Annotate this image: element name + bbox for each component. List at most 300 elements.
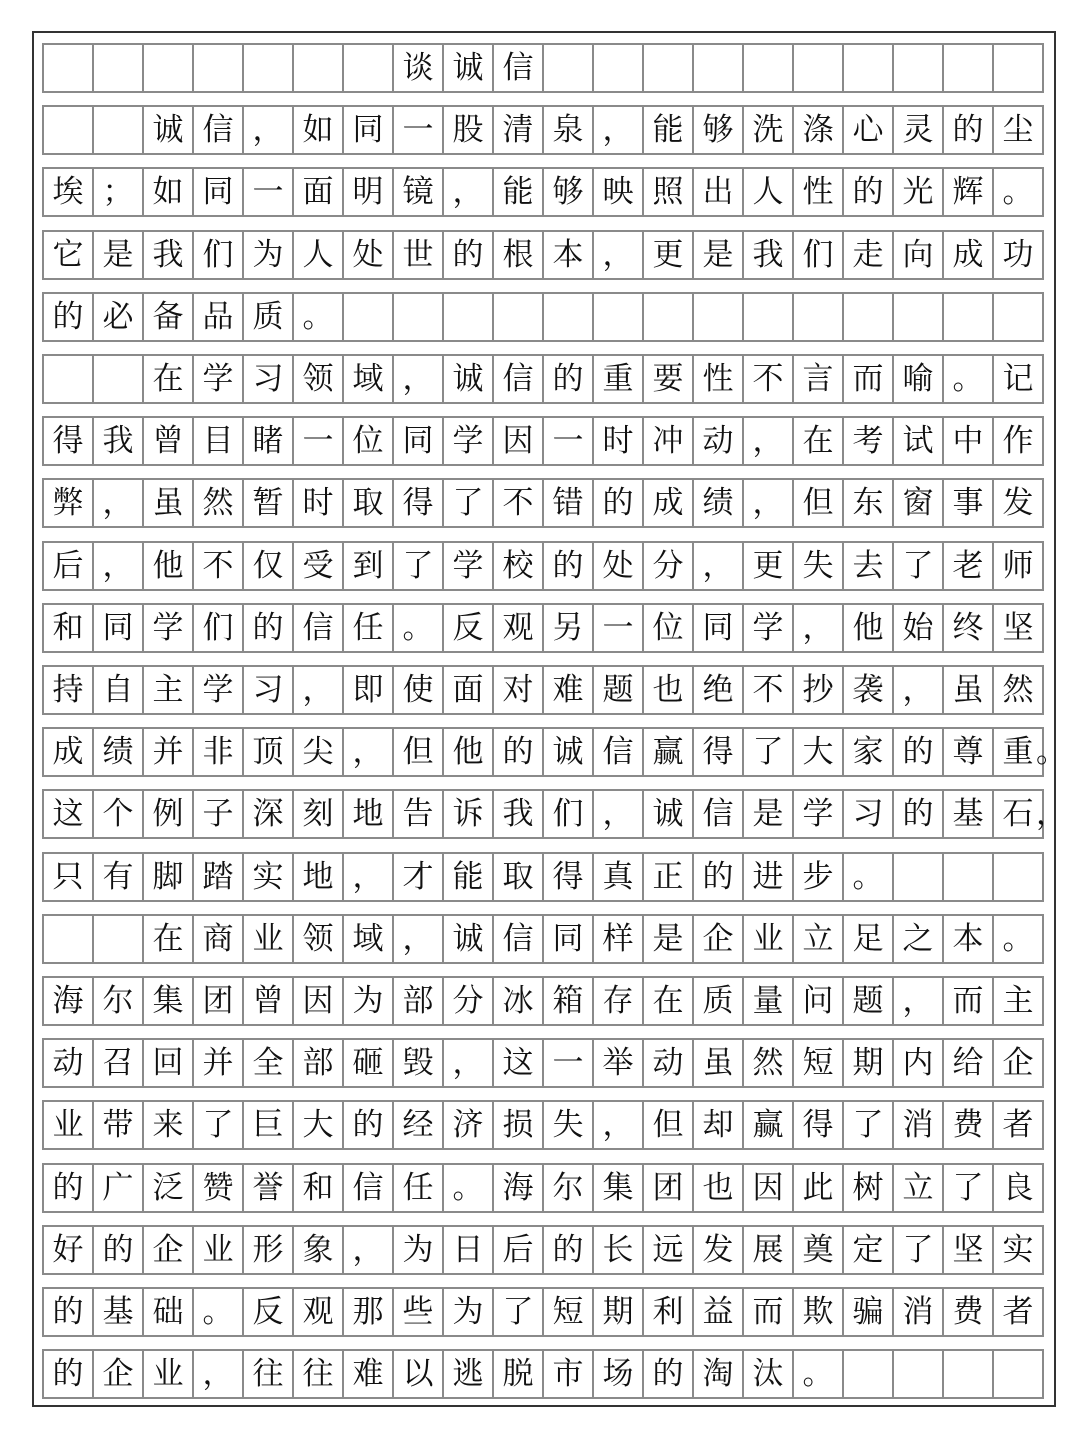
grid-cell: 不 <box>744 356 794 402</box>
grid-cell: 。 <box>794 1351 844 1397</box>
grid-cell: 来 <box>144 1102 194 1148</box>
grid-cell <box>844 294 894 340</box>
grid-cell: ， <box>694 543 744 589</box>
grid-cell: 诚 <box>444 356 494 402</box>
grid-cell: 师 <box>1002 547 1034 584</box>
grid-cell: 信 <box>694 791 744 837</box>
grid-cell: 淘 <box>694 1351 744 1397</box>
grid-cell: 照 <box>644 169 694 215</box>
grid-cell: 的 <box>494 729 544 775</box>
grid-cell <box>44 356 94 402</box>
grid-cell: 以 <box>394 1351 444 1397</box>
grid-cell: 回 <box>144 1040 194 1086</box>
grid-cell: 观 <box>494 605 544 651</box>
grid-cell <box>94 916 144 962</box>
grid-cell: 质 <box>244 294 294 340</box>
grid-cell: 虽 <box>944 667 994 713</box>
grid-cell: 立 <box>894 1165 944 1211</box>
grid-cell: 学 <box>744 605 794 651</box>
grid-cell: 域 <box>344 356 394 402</box>
grid-cell: 只 <box>44 854 94 900</box>
grid-cell: 位 <box>344 418 394 464</box>
grid-cell: 不 <box>744 667 794 713</box>
grid-cell: 学 <box>444 418 494 464</box>
grid-cell: 袭 <box>844 667 894 713</box>
grid-cell: 信 <box>294 605 344 651</box>
grid-cell: 够 <box>694 107 744 153</box>
grid-cell: 必 <box>94 294 144 340</box>
grid-cell: 在 <box>644 978 694 1024</box>
grid-cell: 的 <box>344 1102 394 1148</box>
grid-cell <box>944 45 994 91</box>
grid-cell: 们 <box>194 605 244 651</box>
grid-cell: 誉 <box>244 1165 294 1211</box>
grid-cell: 泉 <box>544 107 594 153</box>
grid-cell: 睹 <box>244 418 294 464</box>
grid-cell: 进 <box>744 854 794 900</box>
grid-cell <box>894 45 944 91</box>
grid-cell: 这 <box>44 791 94 837</box>
grid-cell: 基 <box>944 791 994 837</box>
grid-cell: 动 <box>644 1040 694 1086</box>
grid-cell: 坚 <box>944 1227 994 1273</box>
grid-cell: 明 <box>344 169 394 215</box>
grid-cell: 重 <box>1002 734 1034 771</box>
grid-cell: 一 <box>544 1040 594 1086</box>
grid-cell: 后 <box>494 1227 544 1273</box>
grid-cell <box>44 916 94 962</box>
grid-cell: 得 <box>394 480 444 526</box>
title-row <box>42 43 1044 93</box>
grid-cell: 终 <box>944 605 994 651</box>
grid-cell: 题 <box>844 978 894 1024</box>
grid-cell: 主 <box>1002 983 1034 1019</box>
grid-cell: 目 <box>194 418 244 464</box>
grid-cell: 心 <box>844 107 894 153</box>
grid-cell: 本 <box>544 232 594 278</box>
grid-cell: 。 <box>1002 174 1034 211</box>
grid-cell: 不 <box>194 543 244 589</box>
grid-cell: ， <box>344 1227 394 1273</box>
grid-cell: 业 <box>244 916 294 962</box>
grid-cell: 益 <box>694 1289 744 1335</box>
grid-cell: 举 <box>594 1040 644 1086</box>
text-row <box>42 1163 1044 1213</box>
grid-cell: 奠 <box>794 1227 844 1273</box>
grid-cell: 。 <box>1002 920 1034 957</box>
grid-cell: 动 <box>44 1040 94 1086</box>
grid-cell <box>794 294 844 340</box>
grid-cell: 虽 <box>144 480 194 526</box>
grid-cell: 域 <box>344 916 394 962</box>
grid-cell: 市 <box>544 1351 594 1397</box>
grid-cell: ， <box>594 1102 644 1148</box>
grid-cell: 往 <box>294 1351 344 1397</box>
grid-cell: 在 <box>794 418 844 464</box>
grid-cell: 了 <box>944 1165 994 1211</box>
grid-cell: 涤 <box>794 107 844 153</box>
grid-cell: ， <box>794 605 844 651</box>
grid-cell: 后 <box>44 543 94 589</box>
grid-cell <box>444 294 494 340</box>
grid-cell: 是 <box>744 791 794 837</box>
grid-cell: 同 <box>694 605 744 651</box>
grid-cell <box>844 45 894 91</box>
grid-cell: ； <box>94 169 144 215</box>
grid-cell: 部 <box>394 978 444 1024</box>
grid-cell: 始 <box>894 605 944 651</box>
grid-cell: 失 <box>544 1102 594 1148</box>
grid-cell: 光 <box>894 169 944 215</box>
grid-cell: 部 <box>294 1040 344 1086</box>
grid-cell: 利 <box>644 1289 694 1335</box>
grid-cell: 绩 <box>94 729 144 775</box>
grid-cell: 即 <box>344 667 394 713</box>
grid-cell: 一 <box>544 418 594 464</box>
grid-cell: 才 <box>394 854 444 900</box>
grid-cell: 立 <box>794 916 844 962</box>
text-row <box>42 727 1044 777</box>
grid-cell: 习 <box>244 356 294 402</box>
grid-cell: 例 <box>144 791 194 837</box>
grid-cell: 短 <box>544 1289 594 1335</box>
grid-cell: 备 <box>144 294 194 340</box>
grid-cell: 同 <box>394 418 444 464</box>
grid-cell: 虽 <box>694 1040 744 1086</box>
grid-cell: 基 <box>94 1289 144 1335</box>
grid-cell <box>994 294 1042 340</box>
grid-cell: 这 <box>494 1040 544 1086</box>
grid-cell: 要 <box>644 356 694 402</box>
grid-cell: 同 <box>544 916 594 962</box>
grid-cell: 。 <box>394 605 444 651</box>
grid-cell <box>844 1351 894 1397</box>
grid-cell: ， <box>244 107 294 153</box>
grid-cell <box>644 45 694 91</box>
grid-cell: 诚 <box>644 791 694 837</box>
grid-cell: 信 <box>194 107 244 153</box>
grid-cell: 巨 <box>244 1102 294 1148</box>
grid-cell: 了 <box>894 1227 944 1273</box>
grid-cell: 分 <box>644 543 694 589</box>
grid-cell: 时 <box>294 480 344 526</box>
grid-cell: 面 <box>294 169 344 215</box>
grid-cell: 够 <box>544 169 594 215</box>
grid-cell <box>894 294 944 340</box>
grid-cell: 团 <box>644 1165 694 1211</box>
grid-cell <box>944 1351 994 1397</box>
grid-cell: 也 <box>694 1165 744 1211</box>
text-row <box>42 292 1044 342</box>
grid-cell: 业 <box>744 916 794 962</box>
grid-cell: 冲 <box>644 418 694 464</box>
grid-cell: 一 <box>594 605 644 651</box>
grid-cell: 一 <box>244 169 294 215</box>
grid-cell <box>294 45 344 91</box>
grid-cell: 对 <box>494 667 544 713</box>
grid-cell: 为 <box>244 232 294 278</box>
grid-cell: 持 <box>44 667 94 713</box>
grid-cell: 场 <box>594 1351 644 1397</box>
grid-cell: 的 <box>544 543 594 589</box>
grid-cell <box>544 294 594 340</box>
grid-cell: 团 <box>194 978 244 1024</box>
grid-cell <box>394 294 444 340</box>
grid-cell: 发 <box>1002 485 1034 522</box>
grid-cell: ， <box>344 854 394 900</box>
grid-cell: 消 <box>894 1102 944 1148</box>
grid-cell: 企 <box>144 1227 194 1273</box>
text-row <box>42 1287 1044 1337</box>
margin-punctuation: ， <box>1036 796 1067 833</box>
grid-cell: 我 <box>744 232 794 278</box>
grid-cell: 动 <box>694 418 744 464</box>
grid-cell <box>794 45 844 91</box>
text-row <box>42 603 1044 653</box>
grid-cell: 商 <box>194 916 244 962</box>
grid-cell: 校 <box>494 543 544 589</box>
grid-cell: 因 <box>744 1165 794 1211</box>
grid-cell: 树 <box>844 1165 894 1211</box>
grid-cell: 反 <box>244 1289 294 1335</box>
grid-cell: 但 <box>394 729 444 775</box>
grid-cell: 期 <box>844 1040 894 1086</box>
grid-cell: ， <box>894 978 944 1024</box>
grid-cell: 全 <box>244 1040 294 1086</box>
grid-cell: 他 <box>844 605 894 651</box>
grid-cell: 消 <box>894 1289 944 1335</box>
grid-cell: 出 <box>694 169 744 215</box>
grid-cell: 大 <box>794 729 844 775</box>
grid-cell: 学 <box>444 543 494 589</box>
text-row <box>42 167 1044 217</box>
grid-cell: 信 <box>494 45 544 91</box>
grid-cell: 者 <box>1002 1107 1034 1144</box>
grid-cell: 欺 <box>794 1289 844 1335</box>
grid-cell: 信 <box>494 356 544 402</box>
grid-cell: 习 <box>844 791 894 837</box>
grid-cell: 费 <box>944 1102 994 1148</box>
grid-cell: 暂 <box>244 480 294 526</box>
grid-cell: 经 <box>394 1102 444 1148</box>
grid-cell: 在 <box>144 356 194 402</box>
grid-cell: 展 <box>744 1227 794 1273</box>
grid-cell: 处 <box>344 232 394 278</box>
grid-cell <box>944 854 994 900</box>
grid-cell: 学 <box>194 667 244 713</box>
grid-cell: 抄 <box>794 667 844 713</box>
grid-cell: 的 <box>94 1227 144 1273</box>
grid-cell: 得 <box>544 854 594 900</box>
grid-cell: 刻 <box>294 791 344 837</box>
grid-cell: 赢 <box>644 729 694 775</box>
grid-cell: ， <box>594 791 644 837</box>
grid-cell: 诚 <box>544 729 594 775</box>
grid-cell: ， <box>94 543 144 589</box>
grid-cell: 足 <box>844 916 894 962</box>
grid-cell: 如 <box>294 107 344 153</box>
grid-cell: ， <box>394 356 444 402</box>
text-row <box>42 230 1044 280</box>
grid-cell: 面 <box>444 667 494 713</box>
grid-cell: 了 <box>444 480 494 526</box>
grid-cell: 能 <box>494 169 544 215</box>
grid-cell: 喻 <box>894 356 944 402</box>
grid-cell: 任 <box>394 1165 444 1211</box>
grid-cell: 我 <box>144 232 194 278</box>
grid-cell: ， <box>444 169 494 215</box>
grid-cell: 石 <box>1002 796 1034 833</box>
grid-cell: 领 <box>294 916 344 962</box>
grid-cell: 因 <box>294 978 344 1024</box>
grid-cell: 成 <box>944 232 994 278</box>
grid-cell <box>744 294 794 340</box>
grid-cell: 远 <box>644 1227 694 1273</box>
grid-cell: 信 <box>594 729 644 775</box>
grid-cell: 根 <box>494 232 544 278</box>
grid-cell: 人 <box>294 232 344 278</box>
grid-cell: 赢 <box>744 1102 794 1148</box>
grid-cell: 尊 <box>944 729 994 775</box>
grid-cell <box>894 854 944 900</box>
grid-cell <box>144 45 194 91</box>
grid-cell <box>994 45 1042 91</box>
grid-cell: 。 <box>844 854 894 900</box>
grid-cell: 得 <box>694 729 744 775</box>
grid-cell: 存 <box>594 978 644 1024</box>
grid-cell: ， <box>94 480 144 526</box>
grid-cell: 好 <box>44 1227 94 1273</box>
grid-cell: ， <box>594 232 644 278</box>
grid-cell: 性 <box>694 356 744 402</box>
grid-cell: 此 <box>794 1165 844 1211</box>
grid-cell: 的 <box>544 1227 594 1273</box>
grid-cell: 绩 <box>694 480 744 526</box>
grid-cell: 实 <box>244 854 294 900</box>
grid-cell: 发 <box>694 1227 744 1273</box>
grid-cell: 错 <box>544 480 594 526</box>
text-row <box>42 354 1044 404</box>
grid-cell: 箱 <box>544 978 594 1024</box>
grid-cell <box>44 45 94 91</box>
grid-cell: 镜 <box>394 169 444 215</box>
grid-cell: 汰 <box>744 1351 794 1397</box>
grid-cell: 一 <box>394 107 444 153</box>
grid-cell <box>994 1351 1042 1397</box>
grid-cell: 业 <box>194 1227 244 1273</box>
grid-cell: 自 <box>94 667 144 713</box>
grid-cell: 他 <box>144 543 194 589</box>
grid-cell: 然 <box>744 1040 794 1086</box>
grid-cell: 。 <box>194 1289 244 1335</box>
grid-cell <box>944 294 994 340</box>
grid-cell: 仅 <box>244 543 294 589</box>
grid-cell: 学 <box>144 605 194 651</box>
grid-cell: 埃 <box>44 169 94 215</box>
grid-cell: 告 <box>394 791 444 837</box>
grid-cell: 然 <box>1002 672 1034 708</box>
grid-cell <box>44 107 94 153</box>
grid-cell: 的 <box>594 480 644 526</box>
grid-cell <box>744 45 794 91</box>
grid-cell: 逃 <box>444 1351 494 1397</box>
grid-cell: 股 <box>444 107 494 153</box>
text-row <box>42 1100 1044 1150</box>
grid-cell: 也 <box>644 667 694 713</box>
grid-cell: 题 <box>594 667 644 713</box>
grid-cell: 一 <box>294 418 344 464</box>
grid-cell: 弊 <box>44 480 94 526</box>
grid-cell: 他 <box>444 729 494 775</box>
grid-cell: 为 <box>444 1289 494 1335</box>
grid-cell: ， <box>894 667 944 713</box>
grid-cell: 的 <box>944 107 994 153</box>
grid-cell: 处 <box>594 543 644 589</box>
grid-cell: 的 <box>644 1351 694 1397</box>
grid-cell: 它 <box>44 232 94 278</box>
grid-cell: 长 <box>594 1227 644 1273</box>
grid-cell: 了 <box>394 543 444 589</box>
grid-cell: 的 <box>694 854 744 900</box>
grid-cell: 那 <box>344 1289 394 1335</box>
grid-cell: 坚 <box>1002 609 1034 646</box>
grid-cell: 业 <box>44 1102 94 1148</box>
grid-cell: 但 <box>794 480 844 526</box>
grid-cell: ， <box>744 480 794 526</box>
grid-cell: 脱 <box>494 1351 544 1397</box>
grid-cell: 往 <box>244 1351 294 1397</box>
grid-cell: 位 <box>644 605 694 651</box>
grid-cell: 同 <box>344 107 394 153</box>
grid-cell: 损 <box>494 1102 544 1148</box>
text-row <box>42 416 1044 466</box>
grid-cell: 如 <box>144 169 194 215</box>
grid-cell: 真 <box>594 854 644 900</box>
grid-cell: 为 <box>344 978 394 1024</box>
grid-cell: 是 <box>694 232 744 278</box>
grid-cell: 深 <box>244 791 294 837</box>
text-row <box>42 914 1044 964</box>
grid-cell: 海 <box>494 1165 544 1211</box>
grid-cell: 同 <box>94 605 144 651</box>
grid-cell: ， <box>394 916 444 962</box>
grid-cell: 了 <box>194 1102 244 1148</box>
grid-cell: ， <box>744 418 794 464</box>
grid-cell: 之 <box>894 916 944 962</box>
grid-cell: 中 <box>944 418 994 464</box>
grid-cell: 到 <box>344 543 394 589</box>
text-row <box>42 789 1044 839</box>
grid-cell <box>244 45 294 91</box>
grid-cell: 和 <box>44 605 94 651</box>
grid-cell: 却 <box>694 1102 744 1148</box>
grid-cell: 问 <box>794 978 844 1024</box>
grid-cell: 了 <box>894 543 944 589</box>
grid-cell: 我 <box>494 791 544 837</box>
grid-cell: 诚 <box>444 45 494 91</box>
grid-cell: 走 <box>844 232 894 278</box>
grid-cell <box>544 45 594 91</box>
grid-cell: 日 <box>444 1227 494 1273</box>
grid-cell <box>94 107 144 153</box>
grid-cell: 学 <box>794 791 844 837</box>
grid-cell: 广 <box>94 1165 144 1211</box>
grid-cell: ， <box>194 1351 244 1397</box>
grid-cell: 然 <box>194 480 244 526</box>
grid-cell: 的 <box>44 1289 94 1335</box>
text-row <box>42 976 1044 1026</box>
grid-cell: 信 <box>494 916 544 962</box>
